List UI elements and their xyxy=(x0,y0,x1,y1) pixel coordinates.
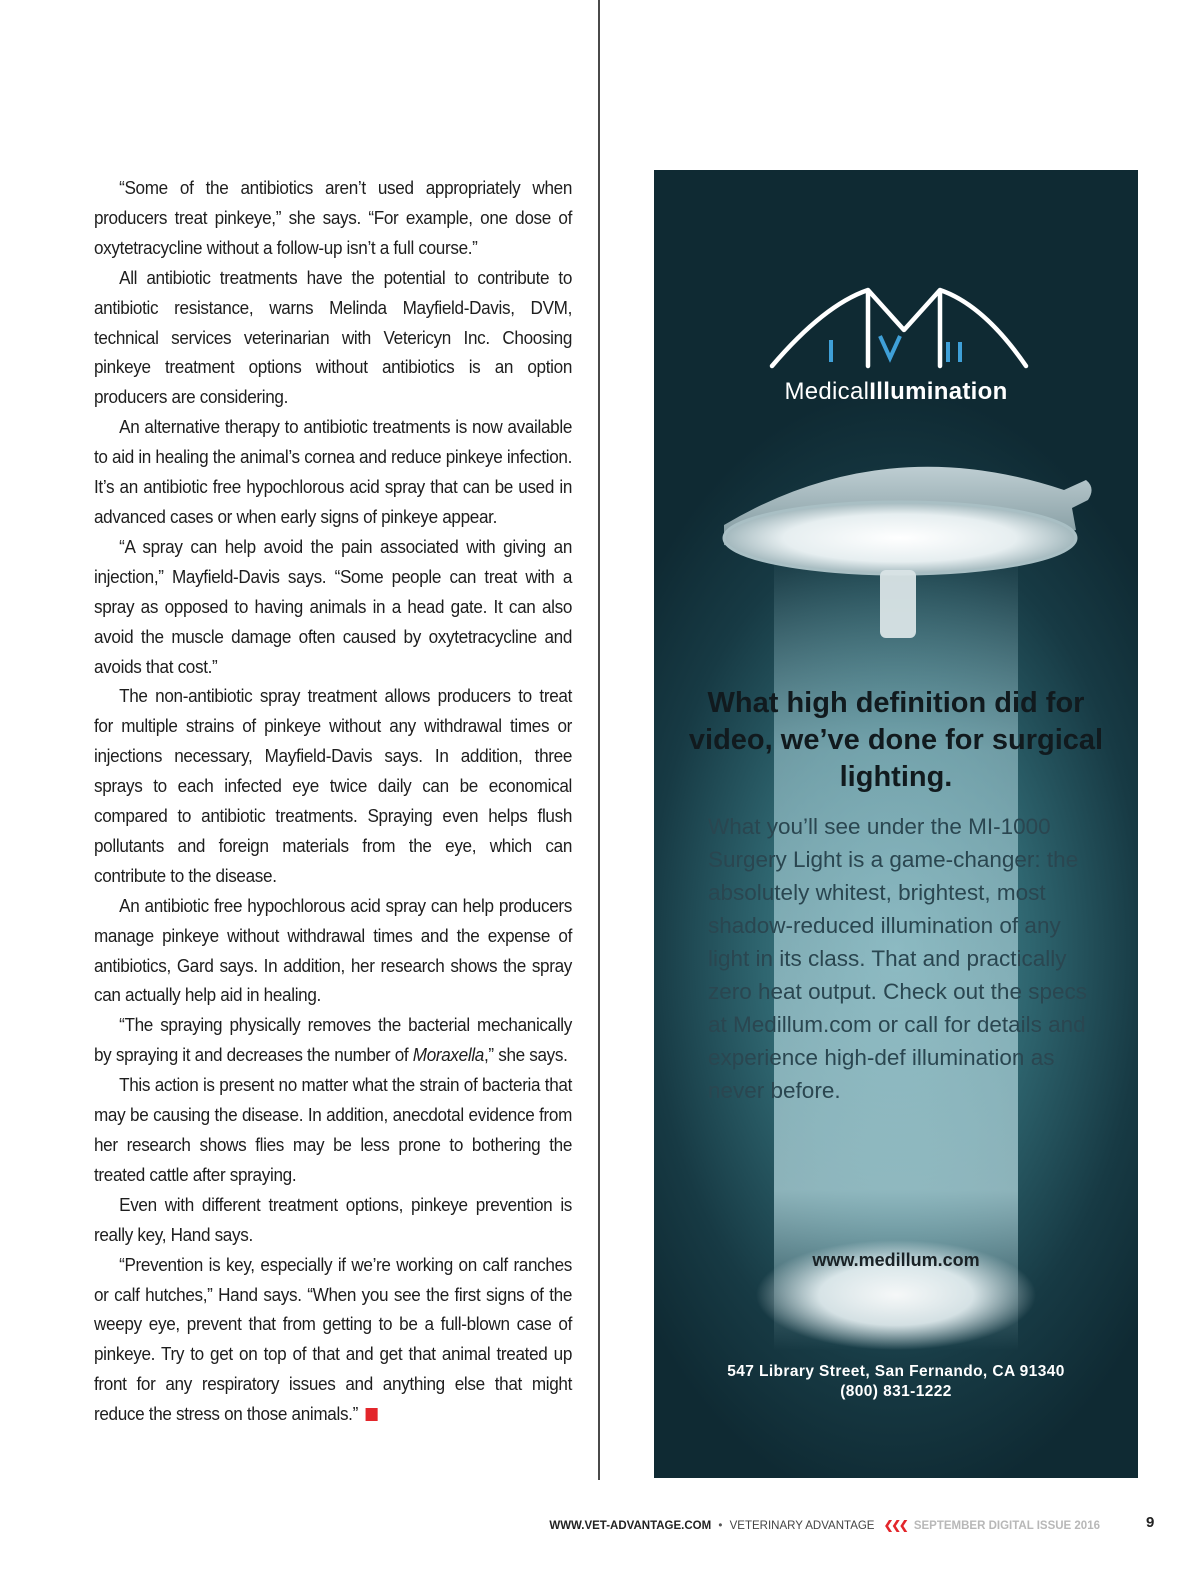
logo-wordmark: MedicalIllumination xyxy=(784,378,1008,405)
article-paragraph-quote xyxy=(94,1010,572,1070)
footer-magazine-name: VETERINARY ADVANTAGE xyxy=(729,1520,875,1532)
article-paragraph: All antibiotic treatments have the potential to contribute to antibiotic resistance, warns Melinda Mayfield-Davis, DVM, technical services veterinarian with Vetericyn Inc. Choosing pinkeye treatment options without antibiotics is an option producers are considering. xyxy=(94,266,573,408)
article-paragraph: An antibiotic free hypochlorous acid spray can help producers manage pinkeye without withdrawal times and the expense of antibiotics, Gard says. In addition, her research shows the spray can actually help aid in healing. xyxy=(94,894,573,1006)
quote-text-end: ,” she says. xyxy=(483,1044,568,1066)
article-paragraph: “Some of the antibiotics aren’t used appropriately when producers treat pinkeye,” she says. “For example, one dose of oxytetracycline without a follow-up isn’t a full course.” xyxy=(94,177,573,258)
chevron-left-icon: ❮❮❮ xyxy=(883,1520,907,1532)
quote-species-name: Moraxella xyxy=(412,1044,484,1066)
ad-address: 547 Library Street, San Fernando, CA 91340 xyxy=(727,1363,1065,1380)
page-footer xyxy=(549,1518,1100,1534)
column-divider xyxy=(598,0,600,1480)
footer-site-link[interactable]: WWW.VET-ADVANTAGE.COM xyxy=(549,1520,712,1532)
end-of-article-mark xyxy=(365,1408,377,1421)
article-paragraph: “A spray can help avoid the pain associated with giving an injection,” Mayfield-Davis says. “Some people can treat with a spray as opposed to having animals in a head gate. It can also avoid the muscle damage often caused by oxytetracycline and avoids that cost.” xyxy=(94,535,573,677)
article-paragraph: An alternative therapy to antibiotic treatments is now available to aid in healing the animal’s cornea and reduce pinkeye infection. It’s an antibiotic free hypochlorous acid spray that can be used in advanced cases or when early signs of pinkeye appear. xyxy=(94,416,573,527)
ad-phone: (800) 831-1222 xyxy=(840,1383,952,1400)
article-paragraph: This action is present no matter what the strain of bacteria that may be causing the disease. In addition, anecdotal evidence from her research shows flies may be less prone to bothering the treated cattle after spraying. xyxy=(94,1074,573,1185)
quote-text-start: “The spraying physically removes the bacterial mechanically by spraying it and decreases the number of xyxy=(94,1014,573,1066)
ad-website-link[interactable]: www.medillum.com xyxy=(812,1250,980,1270)
article-paragraph: Even with different treatment options, pinkeye prevention is really key, Hand says. xyxy=(94,1193,573,1245)
footer-issue: SEPTEMBER DIGITAL ISSUE 2016 xyxy=(913,1520,1100,1532)
article-paragraph-final xyxy=(94,1250,572,1429)
footer-separator: • xyxy=(718,1520,723,1532)
article-paragraph: The non-antibiotic spray treatment allows producers to treat for multiple strains of pinkeye without any withdrawal times or injections necessary, Mayfield-Davis says. In addition, three sprays to each infected eye twice daily can be economical compared to antibiotic treatments. Spraying even helps flush pollutants and foreign materials from the eye, which can contribute to the disease. xyxy=(94,685,573,886)
ad-headline: What high definition did for video, we’ve done for surgical lighting. xyxy=(688,687,1104,793)
advertisement[interactable] xyxy=(654,170,1138,1478)
final-paragraph-text: “Prevention is key, especially if we’re working on calf ranches or calf hutches,” Hand says. “When you see the first signs of the weepy eye, prevent that from getting to be a full-blown case of pinkeye. Try to get on top of that and get that animal treated up front for any respiratory issues and anything else that might reduce the stress on those animals.” xyxy=(94,1253,573,1425)
article-column xyxy=(94,173,572,1429)
ad-body-copy: What you’ll see under the MI-1000 Surgery Light is a game-changer: the absolutely whitest, brightest, most shadow-reduced illumination of any light in its class. That and practically zero heat output. Check out the specs at Medillum.com or call for details and experience high-def illumination as never before. xyxy=(708,814,1087,1103)
page-number: 9 xyxy=(1146,1514,1155,1531)
ad-contact xyxy=(654,1362,1138,1402)
surgical-light-icon xyxy=(694,430,1114,670)
